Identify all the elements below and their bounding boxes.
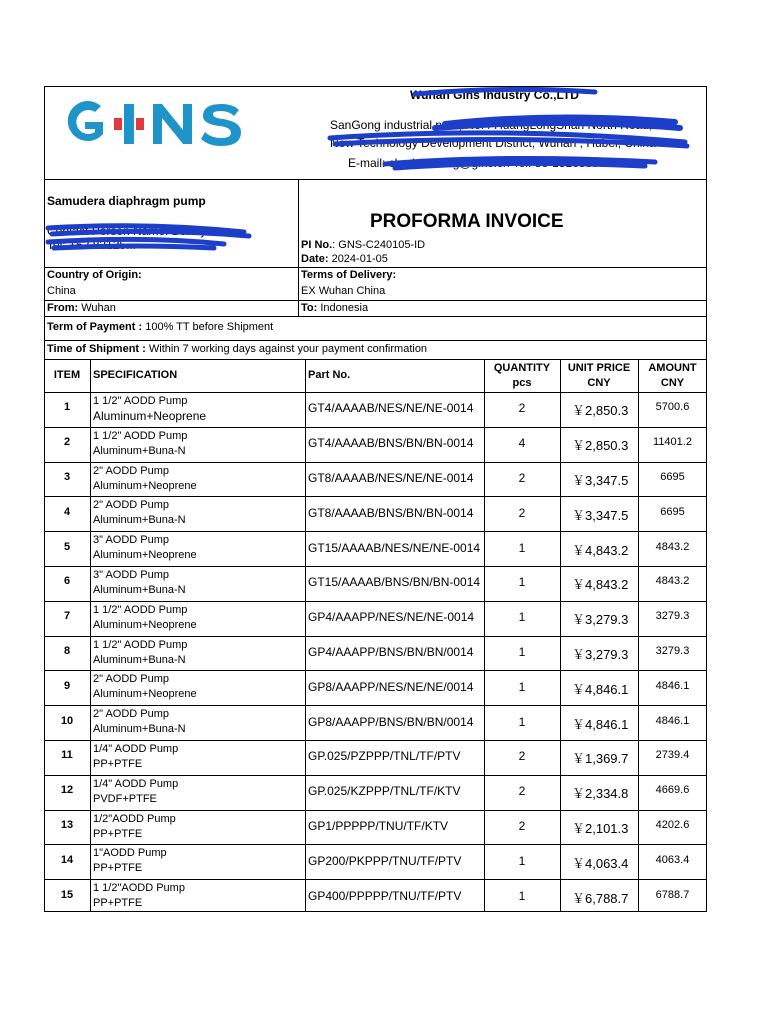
- row-divider: [44, 496, 707, 497]
- unit-price: ￥3,347.5: [572, 473, 629, 488]
- spec-line2: Aluminum+Buna-N: [93, 723, 186, 736]
- payment-term: Term of Payment : 100% TT before Shipment: [47, 321, 274, 333]
- amount: 3279.3: [655, 645, 690, 657]
- unit-price: ￥2,334.8: [572, 786, 629, 802]
- amount: 4202.6: [655, 819, 690, 831]
- header-amount: AMOUNT: [648, 362, 697, 374]
- part-number: GT15/AAAAB/NES/NE/NE-0014: [308, 540, 481, 555]
- header-unit-price-currency: CNY: [587, 377, 611, 389]
- unit-price: ￥3,279.3: [572, 612, 629, 628]
- from-field: From: Wuhan: [47, 302, 116, 314]
- amount: 4846.1: [655, 679, 690, 692]
- delivery-label: Terms of Delivery:: [301, 269, 397, 281]
- row-divider: [44, 775, 707, 776]
- unit-price: ￥4,846.1: [572, 681, 629, 697]
- row-divider: [44, 566, 707, 567]
- item-number: 7: [63, 610, 71, 623]
- unit-price: ￥2,850.3: [572, 438, 629, 454]
- company-address-line2: New Technology Development District, Wuhan , Hubei, China: [330, 136, 656, 150]
- spec-line2: Aluminum+Neoprene: [93, 549, 197, 562]
- amount: 4846.1: [655, 714, 690, 727]
- quantity: 2: [518, 784, 526, 799]
- row-divider: [44, 670, 707, 671]
- row-divider: [44, 462, 707, 463]
- row-divider: [44, 427, 707, 428]
- amount: 6695: [660, 505, 685, 518]
- amount: 4063.4: [655, 853, 690, 866]
- header-amount-currency: CNY: [660, 377, 685, 389]
- item-number: 10: [60, 714, 74, 727]
- part-number: GP.025/PZPPP/TNL/TF/PTV: [308, 749, 461, 764]
- quantity: 1: [518, 714, 526, 729]
- divider: [44, 300, 707, 301]
- delivery-value: EX Wuhan China: [301, 285, 386, 297]
- quantity: 1: [518, 645, 526, 659]
- part-number: GT15/AAAAB/BNS/BN/BN-0014: [308, 575, 481, 590]
- part-number: GP400/PPPPP/TNU/TF/PTV: [308, 888, 462, 903]
- unit-price: ￥4,846.1: [572, 716, 629, 732]
- company-name: Wuhan Gins Industry Co.,LTD: [410, 88, 579, 102]
- item-number: 5: [63, 540, 71, 553]
- amount: 4669.6: [655, 784, 690, 797]
- quantity: 2: [518, 471, 526, 485]
- row-divider: [44, 879, 707, 880]
- spec-line2: PP+PTFE: [93, 758, 143, 770]
- spec-line1: 2" AODD Pump: [93, 673, 170, 686]
- buyer-contact: Contact Person Name: Danny: [47, 224, 207, 238]
- amount: 6695: [660, 471, 685, 483]
- divider: [44, 340, 707, 341]
- spec-line1: 2" AODD Pump: [93, 708, 170, 721]
- spec-line2: Aluminum+Neoprene: [93, 479, 197, 492]
- part-number: GP4/AAAPP/BNS/BN/BN/0014: [308, 645, 474, 659]
- item-number: 6: [63, 575, 71, 588]
- buyer-name: Samudera diaphragm pump: [47, 194, 206, 208]
- part-number: GT8/AAAAB/NES/NE/NE-0014: [308, 471, 474, 485]
- amount: 3279.3: [655, 610, 690, 623]
- spec-line2: Aluminum+Neoprene: [93, 618, 197, 631]
- invoice-date: Date: 2024-01-05: [301, 253, 388, 265]
- divider: [298, 179, 299, 316]
- row-divider: [44, 705, 707, 706]
- quantity: 1: [518, 540, 526, 555]
- spec-line1: 2" AODD Pump: [93, 464, 170, 477]
- unit-price: ￥2,101.3: [572, 821, 629, 836]
- divider: [44, 316, 707, 317]
- origin-value: China: [47, 285, 76, 297]
- gins-logo: [61, 98, 273, 150]
- unit-price: ￥4,063.4: [572, 855, 629, 871]
- amount: 5700.6: [655, 401, 690, 414]
- part-number: GP.025/KZPPP/TNL/TF/KTV: [308, 784, 461, 799]
- row-divider: [44, 601, 707, 602]
- header-quantity-unit: pcs: [512, 377, 532, 389]
- quantity: 2: [518, 749, 526, 764]
- part-number: GP8/AAAPP/BNS/BN/BN/0014: [308, 714, 474, 729]
- company-email-line: E-mail: cherish.wang@gins.cn Tel: 86-13163398854: [348, 156, 626, 170]
- quantity: 4: [518, 436, 526, 451]
- item-number: 13: [60, 819, 74, 831]
- shipment-time: Time of Shipment : Within 7 working days against your payment confirmation: [47, 343, 428, 355]
- header-specification: SPECIFICATION: [93, 369, 178, 381]
- part-number: GT4/AAAAB/NES/NE/NE-0014: [308, 401, 474, 416]
- spec-line2: Aluminum+Buna-N: [93, 584, 186, 596]
- company-address-line1: SanGong industrial park, No.4 HuangLongShan North Road,: [330, 118, 653, 132]
- pi-number: PI No.: GNS-C240105-ID: [301, 239, 426, 251]
- quantity: 2: [518, 819, 526, 833]
- spec-line1: 3" AODD Pump: [93, 569, 170, 581]
- item-number: 3: [63, 471, 71, 483]
- row-divider: [44, 531, 707, 532]
- spec-line1: 3" AODD Pump: [93, 534, 170, 547]
- buyer-tel: Tel: +62 82125...: [47, 238, 137, 252]
- spec-line2: Aluminum+Buna-N: [93, 514, 186, 527]
- spec-line2: Aluminum+Buna-N: [93, 653, 186, 666]
- header-quantity: QUANTITY: [493, 362, 551, 374]
- header-part-no: Part No.: [308, 369, 351, 381]
- invoice-title: PROFORMA INVOICE: [370, 211, 564, 232]
- amount: 4843.2: [655, 575, 690, 588]
- spec-line1: 1"AODD Pump: [93, 847, 167, 860]
- unit-price: ￥4,843.2: [572, 542, 629, 558]
- row-divider: [44, 810, 707, 811]
- spec-line1: 1/4" AODD Pump: [93, 743, 179, 755]
- divider: [44, 179, 707, 180]
- item-number: 15: [60, 888, 74, 901]
- amount: 4843.2: [655, 540, 690, 553]
- row-divider: [44, 740, 707, 741]
- spec-line1: 1 1/2" AODD Pump: [93, 429, 188, 442]
- quantity: 1: [518, 575, 526, 590]
- spec-line1: 1 1/2"AODD Pump: [93, 882, 185, 895]
- origin-label: Country of Origin:: [47, 269, 142, 281]
- item-number: 11: [61, 749, 73, 762]
- item-number: 1: [63, 401, 71, 414]
- spec-line2: PP+PTFE: [93, 862, 143, 875]
- item-number: 8: [63, 645, 71, 657]
- spec-line2: PP+PTFE: [93, 827, 143, 840]
- part-number: GT8/AAAAB/BNS/BN/BN-0014: [308, 505, 474, 520]
- unit-price: ￥4,843.2: [572, 577, 629, 593]
- part-number: GP4/AAAPP/NES/NE/NE-0014: [308, 610, 475, 625]
- unit-price: ￥6,788.7: [572, 890, 629, 906]
- header-unit-price: UNIT PRICE: [567, 362, 631, 374]
- part-number: GT4/AAAAB/BNS/BN/BN-0014: [308, 436, 474, 451]
- quantity: 2: [518, 505, 526, 520]
- unit-price: ￥1,369.7: [572, 751, 629, 767]
- unit-price: ￥3,347.5: [572, 507, 629, 523]
- row-divider: [44, 844, 707, 845]
- part-number: GP1/PPPPP/TNU/TF/KTV: [308, 819, 449, 833]
- spec-line2: Aluminum+Buna-N: [93, 444, 186, 457]
- spec-line1: 1 1/2" AODD Pump: [93, 603, 188, 616]
- spec-line1: 2" AODD Pump: [93, 499, 170, 512]
- item-number: 4: [63, 505, 71, 518]
- spec-line1: 1 1/2" AODD Pump: [93, 638, 188, 651]
- quantity: 1: [518, 888, 526, 903]
- quantity: 1: [518, 610, 526, 625]
- unit-price: ￥2,850.3: [572, 403, 629, 419]
- divider: [44, 392, 707, 393]
- divider: [44, 267, 707, 268]
- spec-line1: 1/4" AODD Pump: [93, 777, 179, 790]
- item-number: 12: [60, 784, 74, 797]
- spec-line2: Aluminum+Neoprene: [93, 409, 207, 423]
- item-number: 9: [63, 679, 71, 692]
- quantity: 2: [518, 401, 526, 416]
- amount: 11401.2: [653, 436, 692, 449]
- row-divider: [44, 636, 707, 637]
- spec-line1: 1 1/2" AODD Pump: [93, 395, 188, 407]
- amount: 6788.7: [655, 888, 690, 901]
- unit-price: ￥3,279.3: [572, 647, 629, 662]
- quantity: 1: [518, 679, 526, 694]
- spec-line2: PVDF+PTFE: [93, 792, 157, 805]
- part-number: GP8/AAAPP/NES/NE/NE/0014: [308, 679, 474, 694]
- item-number: 2: [63, 436, 71, 449]
- amount: 2739.4: [655, 749, 690, 762]
- to-field: To: Indonesia: [301, 302, 369, 314]
- spec-line2: Aluminum+Neoprene: [93, 688, 197, 701]
- divider: [44, 359, 707, 360]
- header-item: ITEM: [53, 369, 81, 381]
- spec-line1: 1/2"AODD Pump: [93, 812, 176, 825]
- part-number: GP200/PKPPP/TNU/TF/PTV: [308, 853, 462, 868]
- spec-line2: PP+PTFE: [93, 897, 143, 910]
- quantity: 1: [518, 853, 526, 868]
- item-number: 14: [60, 853, 74, 866]
